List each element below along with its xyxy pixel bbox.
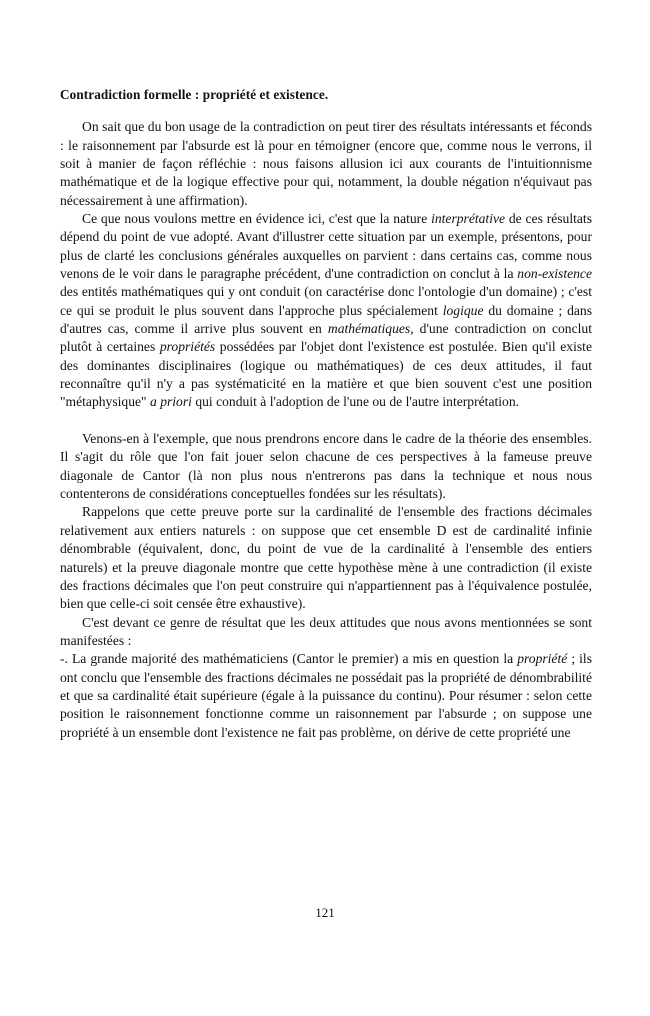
emphasis-text: interprétative — [431, 211, 506, 227]
body-text: du domaine ; dans d'autres cas, comme il arrive plus souvent en — [60, 302, 592, 337]
paragraph — [60, 430, 592, 503]
body-text: C'est devant ce genre de résultat que les deux attitudes que nous avons mentionnées se sont manifestées : — [60, 614, 592, 648]
body-text: Ce que nous voulons mettre en évidence ici, c'est que la nature — [82, 211, 432, 227]
emphasis-text: propriétés — [159, 339, 216, 355]
emphasis-text: non-existence — [517, 266, 592, 282]
page-number: 121 — [315, 905, 335, 920]
body-text: de ces résultats dépend du point de vue adopté. Avant d'illustrer cette situation par un exemple, présentons, pour plus de clarté les conclusions générales auxquelles on parvient : dans certains cas, comme nous venons de le voir dans le paragraphe précédent, d'une contradiction on conclut à la — [60, 211, 592, 282]
body-text: Venons-en à l'exemple, que nous prendrons encore dans le cadre de la théorie des ensembles. Il s'agit du rôle que l'on fait jouer selon chacune de ces perspectives à la fameuse preuve diagonale de Cantor (là non plus nous n'entrerons pas dans la technique et nous nous contenterons de considérations conceptuelles fondées sur les résultats). — [60, 431, 592, 502]
paragraph — [60, 614, 592, 651]
body-text: On sait que du bon usage de la contradiction on peut tirer des résultats intéressants et féconds : le raisonnement par l'absurde est là pour en témoigner (encore que, comme nous le verrons, il soit à manier de façon réfléchie : nous faisons allusion ici aux courants de l'intuitionnisme mathématique et de la logique effective pour qui, notamment, la double négation n'équivaut pas nécessairement à une affirmation). — [60, 119, 592, 208]
section-heading: Contradiction formelle : propriété et existence. — [60, 87, 329, 102]
paragraph-list — [60, 118, 592, 742]
body-text: possédées par l'objet dont l'existence est postulée. Bien qu'il existe des dominantes disciplinaires (logique ou mathématiques) de ces deux attitudes, il faut reconnaître qu'il n'y a pas systématicité en la matière et que bien souvent c'est une position "métaphysique" — [60, 339, 592, 410]
paragraph — [60, 118, 592, 210]
emphasis-text: mathématiques — [327, 321, 411, 337]
paragraph — [60, 210, 592, 412]
text-body — [60, 86, 592, 742]
emphasis-text: a priori — [150, 394, 192, 410]
paragraph — [60, 503, 592, 613]
body-text: ; ils ont conclu que l'ensemble des fractions décimales ne possédait pas la propriété de dénombrabilité et que sa cardinalité était supérieure (égale à la puissance du continu). Pour résumer : selon cette position le raisonnement fonctionne comme un raisonnement par l'absurde ; on suppose une propriété à un ensemble dont l'existence ne fait pas problème, on dérive de cette propriété une — [60, 651, 593, 740]
emphasis-text: logique — [442, 302, 484, 318]
body-text: -. La grande majorité des mathématiciens (Cantor le premier) a mis en question la — [60, 651, 518, 667]
emphasis-text: propriété — [517, 651, 568, 667]
body-text: des entités mathématiques qui y ont conduit (on caractérise donc l'ontologie d'un domaine) ; c'est ce qui se produit le plus souvent dans l'approche plus spécialement — [60, 284, 592, 318]
body-text: Rappelons que cette preuve porte sur la cardinalité de l'ensemble des fractions décimales relativement aux entiers naturels : on suppose que cet ensemble D est de cardinalité infinie dénombrable (équivalent, donc, du point de vue de la cardinalité à l'ensemble des entiers naturels) et la preuve diagonale montre que cette hypothèse mène à une contradiction (il existe des fractions décimales que l'on peut construire qui n'appartiennent pas à l'équivalence postulée, bien que celle-ci soit censée être exhaustive). — [60, 504, 592, 612]
body-text: qui conduit à l'adoption de l'une ou de l'autre interprétation. — [191, 394, 520, 410]
body-text: , d'une contradiction on conclut plutôt à certaines — [60, 321, 592, 355]
paragraph — [60, 650, 592, 742]
